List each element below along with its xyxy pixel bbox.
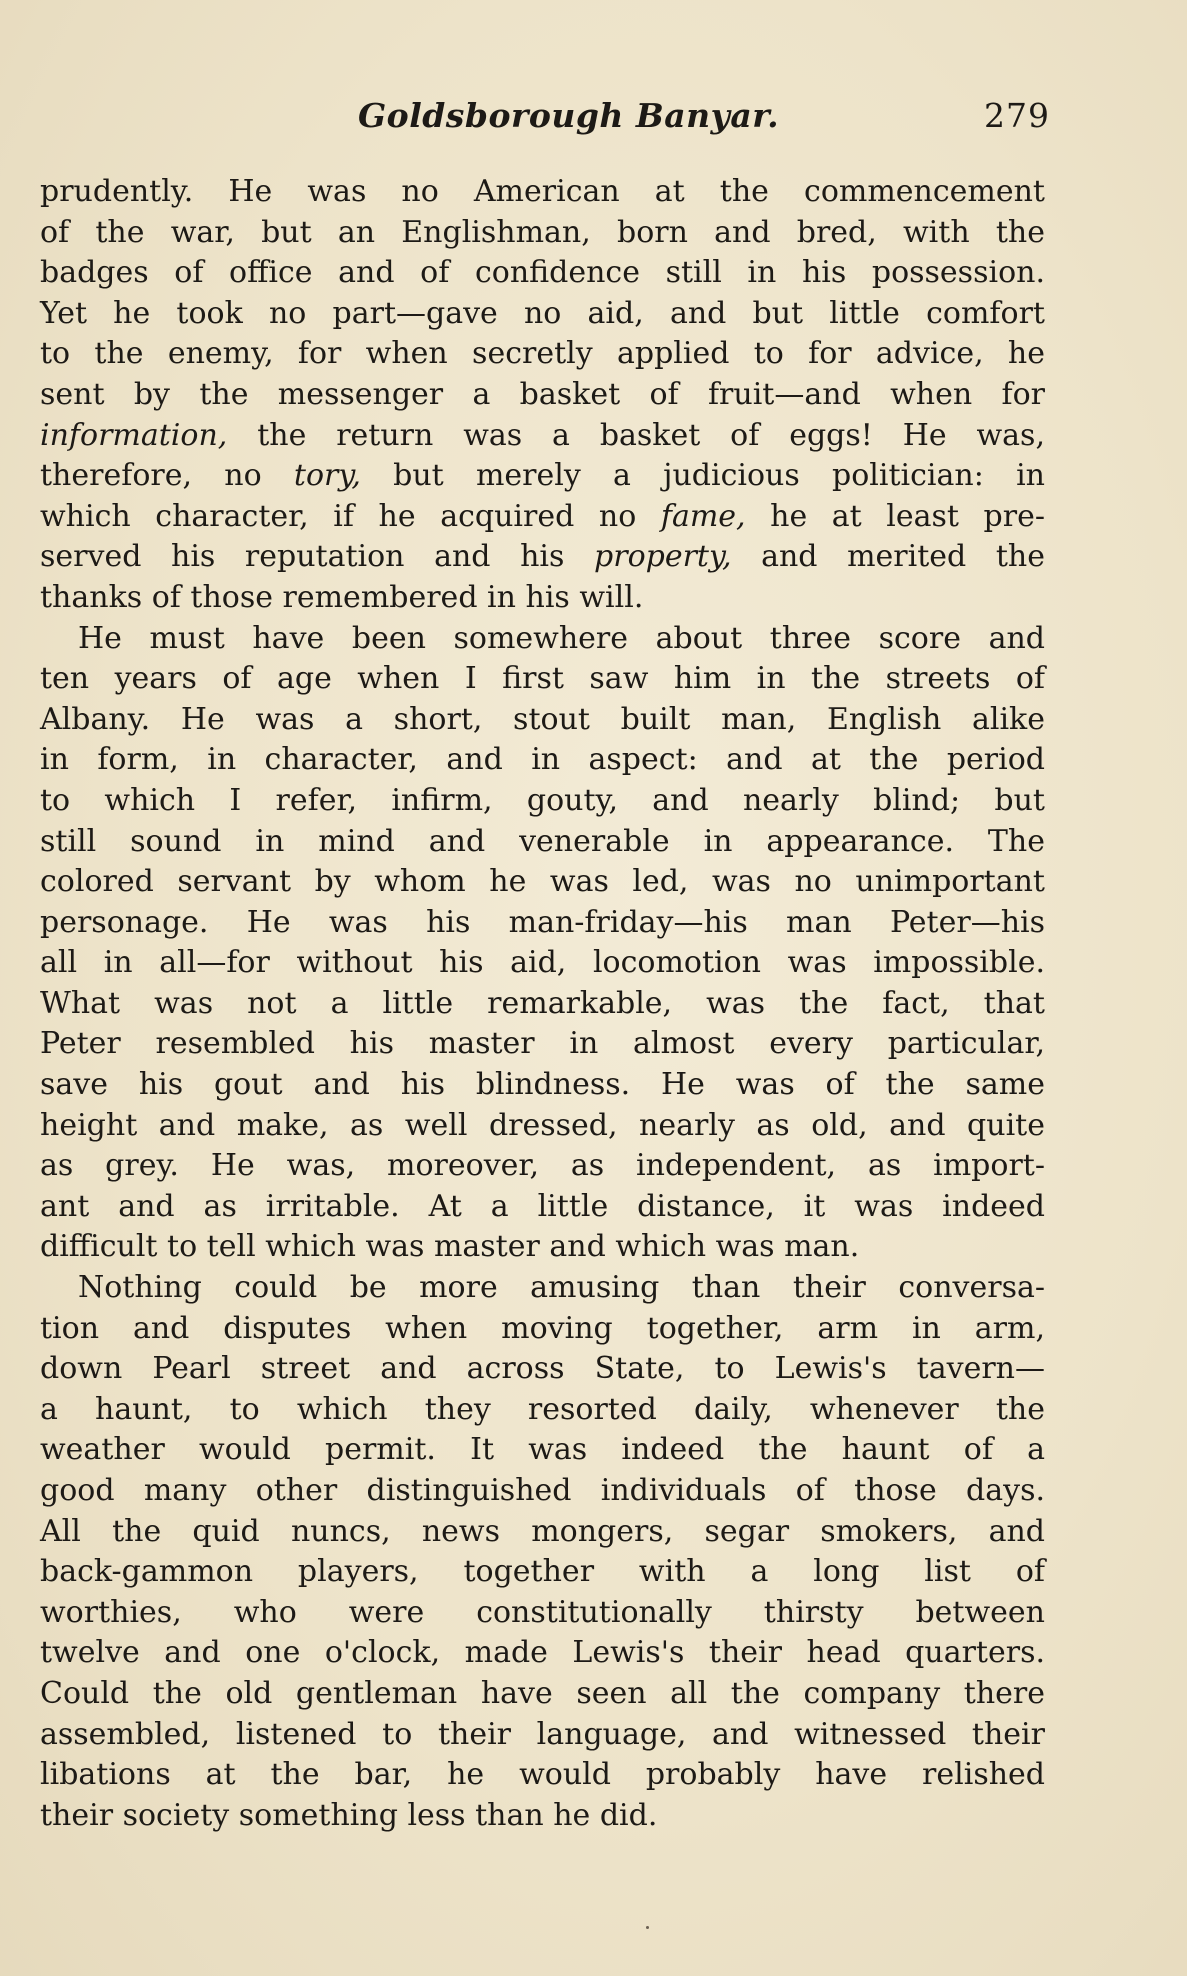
text-line <box>40 1430 1045 1471</box>
text-run: Nothing could be more amusing than their conversa- <box>78 1270 1045 1306</box>
text-run: Yet he took no part—gave no aid, and but little comfort <box>40 295 1045 331</box>
text-run: assembled, listened to their language, and witnessed their <box>40 1716 1045 1752</box>
text-line <box>40 984 1045 1025</box>
text-line <box>40 1552 1045 1593</box>
text-run: sent by the messenger a basket of fruit—and when for <box>40 376 1045 412</box>
text-run: to which I refer, infirm, gouty, and nearly blind; but <box>40 782 1045 818</box>
text-line <box>40 1512 1045 1553</box>
text-run: twelve and one o'clock, made Lewis's their head quarters. <box>40 1635 1045 1671</box>
text-line <box>40 1390 1045 1431</box>
text-run: to the enemy, for when secretly applied to for advice, he <box>40 336 1045 372</box>
text-line <box>40 1227 1045 1268</box>
text-run: their society something less than he did. <box>40 1797 658 1833</box>
text-run: difficult to tell which was master and which was man. <box>40 1229 860 1265</box>
text-run: libations at the bar, he would probably have relished <box>40 1757 1045 1793</box>
text-line <box>40 294 1045 335</box>
text-run: personage. He was his man-friday—his man Peter—his <box>40 904 1045 940</box>
text-line <box>40 253 1045 294</box>
text-run: back-gammon players, together with a long list of <box>40 1554 1045 1590</box>
text-run: down Pearl street and across State, to Lewis's tavern— <box>40 1351 1045 1387</box>
text-run: and merited the <box>731 539 1045 575</box>
running-title: Goldsborough Banyar. <box>358 96 780 135</box>
text-run: a haunt, to which they resorted daily, whenever the <box>40 1391 1045 1427</box>
text-line <box>40 1796 1045 1837</box>
text-run: Albany. He was a short, stout built man, English alike <box>40 701 1045 737</box>
text-run: ten years of age when I first saw him in the streets of <box>40 661 1045 697</box>
text-run: which character, if he acquired no <box>40 498 661 534</box>
italic-word: fame, <box>660 498 746 534</box>
text-run: in form, in character, and in aspect: and at the period <box>40 742 1045 778</box>
text-line <box>40 822 1045 863</box>
text-run: still sound in mind and venerable in appearance. The <box>40 823 1045 859</box>
text-run: badges of office and of confidence still in his possession. <box>40 255 1045 291</box>
text-line <box>40 740 1045 781</box>
text-run: he at least pre- <box>745 498 1045 534</box>
text-line <box>40 903 1045 944</box>
text-line <box>40 213 1045 254</box>
paragraph <box>40 1268 1045 1836</box>
text-run: height and make, as well dressed, nearly as old, and quite <box>40 1107 1045 1143</box>
text-line <box>40 537 1045 578</box>
text-run: thanks of those remembered in his will. <box>40 579 644 615</box>
text-run: prudently. He was no American at the commencement <box>40 174 1045 209</box>
italic-word: tory, <box>293 458 361 494</box>
text-run: the return was a basket of eggs! He was, <box>227 417 1045 453</box>
text-line <box>40 172 1045 213</box>
text-line <box>40 1349 1045 1390</box>
text-line <box>40 1146 1045 1187</box>
text-run: Could the old gentleman have seen all the company there <box>40 1675 1045 1711</box>
paragraph <box>40 172 1045 619</box>
text-line <box>40 659 1045 700</box>
text-line <box>40 1674 1045 1715</box>
text-run: as grey. He was, moreover, as independent, as import- <box>40 1148 1045 1184</box>
text-line <box>40 1471 1045 1512</box>
body-text <box>40 172 1045 1836</box>
text-run: all in all—for without his aid, locomotion was impossible. <box>40 945 1045 981</box>
paragraph <box>40 619 1045 1269</box>
text-line <box>40 943 1045 984</box>
text-line <box>40 1065 1045 1106</box>
text-line <box>40 578 1045 619</box>
text-line <box>40 1106 1045 1147</box>
text-run: therefore, no <box>40 458 294 494</box>
text-line <box>40 1715 1045 1756</box>
text-run: He must have been somewhere about three score and <box>78 620 1045 656</box>
text-run: What was not a little remarkable, was the fact, that <box>40 985 1045 1021</box>
text-line <box>40 375 1045 416</box>
text-run: worthies, who were constitutionally thirsty between <box>40 1594 1045 1630</box>
text-line <box>40 497 1045 538</box>
text-line <box>40 1633 1045 1674</box>
text-run: tion and disputes when moving together, arm in arm, <box>40 1310 1045 1346</box>
text-run: weather would permit. It was indeed the haunt of a <box>40 1432 1045 1468</box>
text-line <box>40 862 1045 903</box>
text-line <box>40 1593 1045 1634</box>
text-run: of the war, but an Englishman, born and bred, with the <box>40 214 1045 250</box>
page-header <box>0 96 1187 146</box>
text-line <box>40 1268 1045 1309</box>
italic-word: information, <box>40 417 228 453</box>
text-line <box>40 700 1045 741</box>
text-line <box>40 781 1045 822</box>
text-run: colored servant by whom he was led, was no unimportant <box>40 864 1045 900</box>
italic-word: property, <box>594 539 732 575</box>
text-run: served his reputation and his <box>40 539 595 575</box>
text-line <box>40 1024 1045 1065</box>
text-line <box>40 1187 1045 1228</box>
text-line <box>40 456 1045 497</box>
text-run: good many other distinguished individuals of those days. <box>40 1473 1045 1508</box>
text-line <box>40 334 1045 375</box>
paper-speck <box>646 1926 649 1929</box>
text-run: but merely a judicious politician: in <box>360 458 1045 494</box>
text-run: ant and as irritable. At a little distance, it was indeed <box>40 1188 1045 1224</box>
text-run: All the quid nuncs, news mongers, segar smokers, and <box>40 1513 1045 1549</box>
text-line <box>40 416 1045 457</box>
text-run: Peter resembled his master in almost every particular, <box>40 1026 1045 1062</box>
page-number: 279 <box>984 96 1050 135</box>
text-line <box>40 1309 1045 1350</box>
text-line <box>40 1755 1045 1796</box>
text-run: save his gout and his blindness. He was of the same <box>40 1067 1045 1103</box>
text-line <box>40 619 1045 660</box>
